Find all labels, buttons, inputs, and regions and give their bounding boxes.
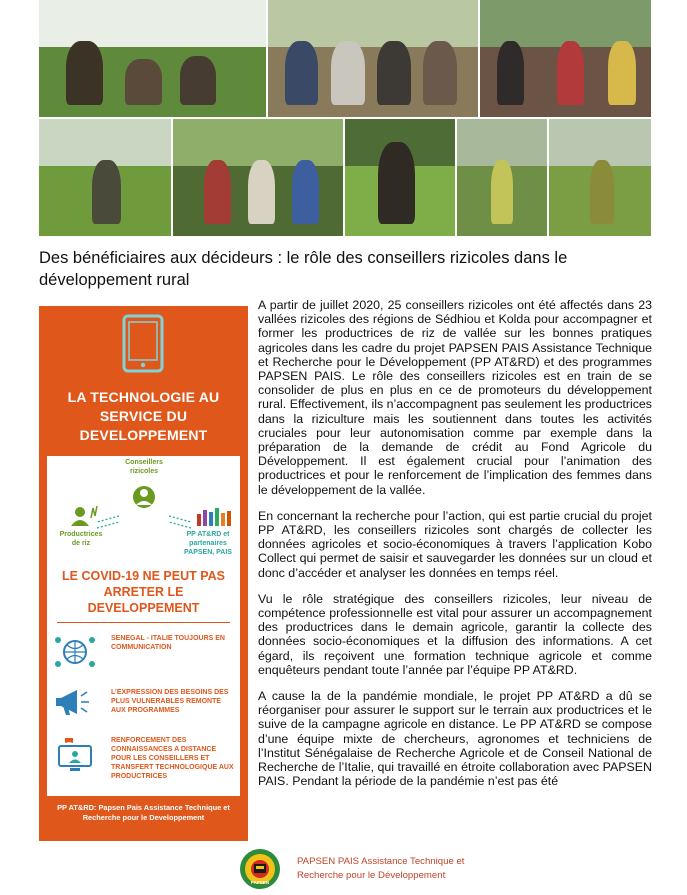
producers-icon <box>71 506 97 526</box>
photo-group-field <box>39 0 266 117</box>
infographic-white-block <box>47 456 240 796</box>
photo-producers-palm <box>173 119 343 236</box>
article-title: Des bénéficiaires aux décideurs : le rôle des conseillers rizicoles dans le développement rural <box>39 249 568 289</box>
photo-advisor-rice <box>39 119 171 236</box>
computer-training-icon <box>53 734 97 778</box>
logo-text: PAPSEN <box>250 880 270 885</box>
photo-advisor-closeup <box>345 119 455 236</box>
covid-divider <box>57 622 230 623</box>
info-item <box>53 632 238 676</box>
partners-icon <box>197 508 231 526</box>
technology-heading: LA TECHNOLOGIE AU SERVICE DU DEVELOPPEMENT <box>67 389 220 443</box>
photo-masked-group <box>480 0 651 117</box>
node-partners-label: PP AT&RD et partenaires PAPSEN, PAIS <box>184 531 232 556</box>
globe-network-icon <box>53 632 97 672</box>
info-item-text: SENEGAL - ITALIE TOUJOURS EN COMMUNICATION <box>111 635 225 651</box>
article-paragraph: Vu le rôle stratégique des conseillers rizicoles, leur niveau de compétence professionnelle est vital pour assurer un accompagnement des productrices dans le demain agricole, garantir la collecte des données socio-économiques et la diffusion des informations. A cet égard, ils reçoivent une formation technique agricole et comme enquêteurs pendant toute l’année par l’équipe PP AT&RD. <box>258 591 652 677</box>
article-body <box>258 298 652 801</box>
article-paragraph: A partir de juillet 2020, 25 conseillers rizicoles ont été affectés dans 23 vallées rizicoles des régions de Sédhiou et Kolda pour accompagner et former les productrices de riz de vallée sur les bonnes pratiques agricoles dans les cadre du projet PAPSEN PAIS Assistance Technique et Recherche pour le Développement (PP AT&RD) et des programmes PAPSEN PAIS. Le rôle des conseillers rizicoles est en train de se consolider de plus en plus en ce de promoteurs du développement rural. Effectivement, ils n’accompagnent pas seulement les productrices dans la riziculture mais les soutiennent dans toutes les activités cruciales pour leur autonomisation comme par exemple dans la préparation de la demande de crédit au Fond Agricole du Développement. Il est également crucial pour l’animation des productrices et pour le renforcement de l’implication des femmes dans le développement de la vallée. <box>258 298 652 497</box>
article-paragraph: En concernant la recherche pour l’action, qui est partie crucial du projet PP AT&RD, les conseillers rizicoles sont chargés de collecter les données agricoles et socio-économiques à travers l’application Kobo Collect qui permet de saisir et sauvegarder les données sur un cloud et donc d’accéder et analyser les données en temps réel. <box>258 508 652 580</box>
infographic-panel <box>39 306 248 841</box>
photo-collage <box>39 0 651 236</box>
footer-line-2: Recherche pour le Développement <box>297 870 446 881</box>
megaphone-icon <box>53 682 97 722</box>
info-item-text: RENFORCEMENT DES CONNAISSANCES A DISTANCE POUR LES CONSEILLERS ET TRANSFERT TECHNOLOGIQUE AUX PRODUCTRICES <box>111 737 234 780</box>
covid-heading: LE COVID-19 NE PEUT PAS ARRETER LE DEVELOPPEMENT <box>62 569 225 615</box>
photo-group-meeting <box>268 0 478 117</box>
article-paragraph: A cause la de la pandémie mondiale, le projet PP AT&RD a dû se réorganiser pour assurer le support sur le terrain aux productrices et le suive de la campagne agricole en distance. Le PP AT&RD se compose d’une équipe mixte de chercheurs, agronomes et techniciens de l’Institut Sénégalaise de Recherche Agricole et de Conseil National de Recherche de l’Italie, qui travaillé en étroite collaboration avec PAPSEN PAIS. Pendant la période de la pandémie n’est pas été <box>258 689 652 789</box>
node-producers-label: Productrices de riz <box>59 531 103 547</box>
footer-text <box>297 855 464 883</box>
papsen-logo <box>239 848 281 890</box>
node-advisors-label: Conseillers rizicoles <box>125 459 163 475</box>
advisors-icon <box>133 486 155 508</box>
tablet-icon <box>124 316 162 371</box>
infographic-footer: PP AT&RD: Papsen Pais Assistance Technique et Recherche pour le Developpement <box>57 803 230 822</box>
photo-woman-field <box>457 119 547 236</box>
photo-advisor-rice-plant <box>549 119 651 236</box>
info-item-text: L’EXPRESSION DES BESOINS DES PLUS VULNERABLES REMONTE AUX PROGRAMMES <box>111 689 229 714</box>
info-item <box>53 732 238 792</box>
info-item <box>53 682 238 726</box>
footer-line-1: PAPSEN PAIS Assistance Technique et <box>297 856 465 867</box>
